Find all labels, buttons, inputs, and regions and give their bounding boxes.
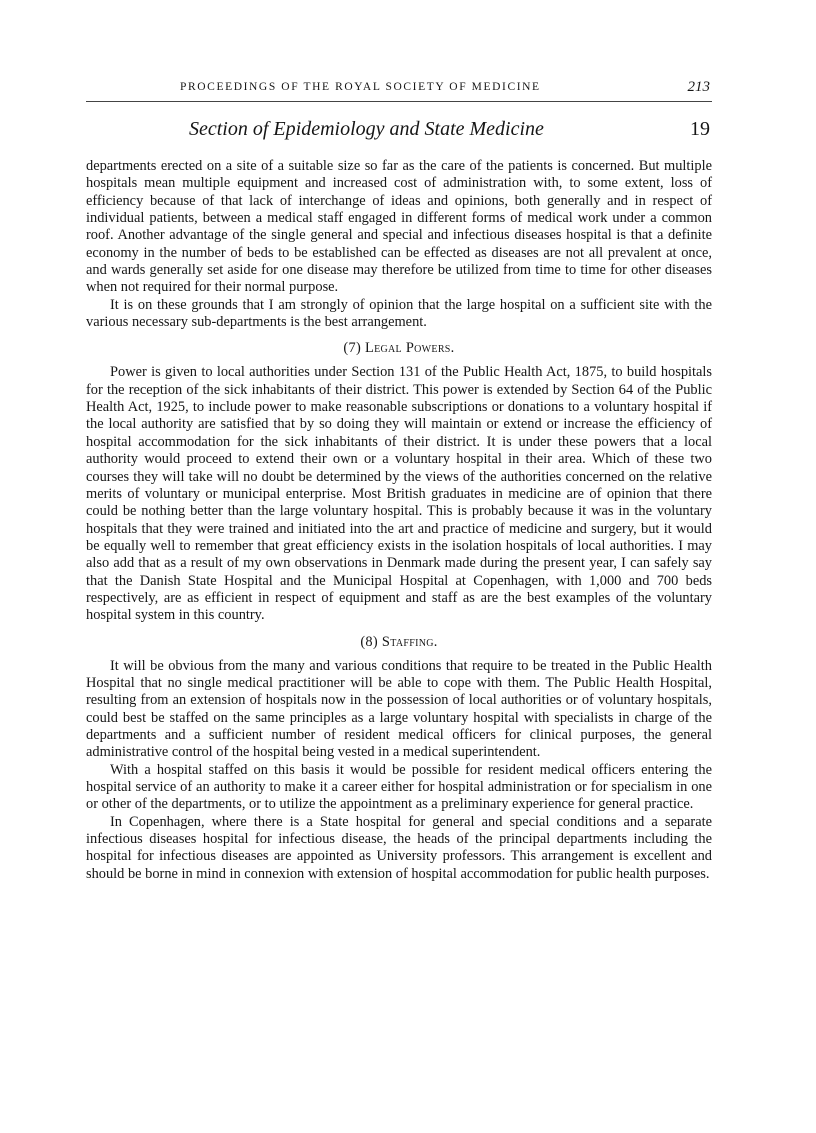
- section-title: Section of Epidemiology and State Medicine: [189, 118, 544, 140]
- section-header: [86, 118, 712, 146]
- heading-legal-powers: (7) Legal Powers.: [343, 340, 455, 357]
- page-number: 213: [687, 79, 710, 95]
- running-title: PROCEEDINGS OF THE ROYAL SOCIETY OF MEDICINE: [180, 81, 541, 93]
- article-body: [86, 158, 712, 883]
- section-page-number: 19: [690, 118, 710, 140]
- paragraph-legal-powers: Power is given to local authorities under Section 131 of the Public Health Act, 1875, to build hospitals for the reception of the sick inhabitants of their district. This power is extended by Section 64 of the Public Health Act, 1925, to include power to make reasonable subscriptions or donations to a voluntary hospital if the local authority are satisfied that by so doing they will maintain or extend or increase the efficiency of hospital accommodation for the sick inhabitants of their district. It is under these powers that a local authority would proceed to extend their own or a voluntary hospital in their area. Which of these two courses they will take will no doubt be determined by the views of the authorities concerned on the relative merits of voluntary or municipal enterprise. Most British graduates in medicine are of opinion that there could be nothing better than the large voluntary hospital. This is probably because it was in the voluntary hospitals that they were trained and initiated into the art and practice of medicine and surgery, but it would be equally well to remember that great efficiency exists in the isolation hospitals of local authorities. I may also add that as a result of my own observations in Denmark made during the present year, I can safely say that the Danish State Hospital and the Municipal Hospital at Copenhagen, with 1,000 and 700 beds respectively, are as efficient in respect of equipment and staff as are the best examples of the voluntary hospital system in this country.: [86, 364, 712, 624]
- paragraph-continued: departments erected on a site of a suitable size so far as the care of the patients is concerned. But multiple hospitals mean multiple equipment and increased cost of administration with, to some extent, loss of efficiency because of that lack of interchange of ideas and opinions, both generally and in respect of individual patients, between a medical staff engaged in different forms of medical work under a common roof. Another advantage of the single general and special and infectious diseases hospital is that a definite economy in the number of beds to be established can be effected as diseases are not all prevalent at once, and wards generally set aside for one disease may therefore be utilized from time to time for other diseases when not required for their normal purpose.: [86, 158, 712, 296]
- paragraph-conclusion: It is on these grounds that I am strongly of opinion that the large hospital on a sufficient site with the various necessary sub-departments is the best arrangement.: [86, 296, 712, 331]
- paragraph-staffing-2: With a hospital staffed on this basis it would be possible for resident medical officers entering the hospital service of an authority to make it a career either for hospital administration or for specialism in one or other of the departments, or to utilize the appointment as a preliminary experience for general practice.: [86, 761, 712, 813]
- running-header: [86, 79, 712, 102]
- paragraph-staffing-1: It will be obvious from the many and various conditions that require to be treated in the Public Health Hospital that no single medical practitioner will be able to cope with them. The Public Health Hospital, resulting from an extension of hospitals now in the possession of local authorities or of voluntary hospitals, could best be staffed on the same principles as a large voluntary hospital with specialists in charge of the departments and a sufficient number of resident medical officers for clinical purposes, the general administrative control of the hospital being vested in a medical superintendent.: [86, 657, 712, 761]
- heading-staffing: (8) Staffing.: [360, 633, 438, 650]
- paragraph-copenhagen: In Copenhagen, where there is a State hospital for general and special conditions and a separate infectious diseases hospital for infectious disease, the heads of the principal departments including the hospital for infectious diseases are appointed as University professors. This arrangement is excellent and should be borne in mind in connexion with extension of hospital accommodation for public health purposes.: [86, 813, 712, 882]
